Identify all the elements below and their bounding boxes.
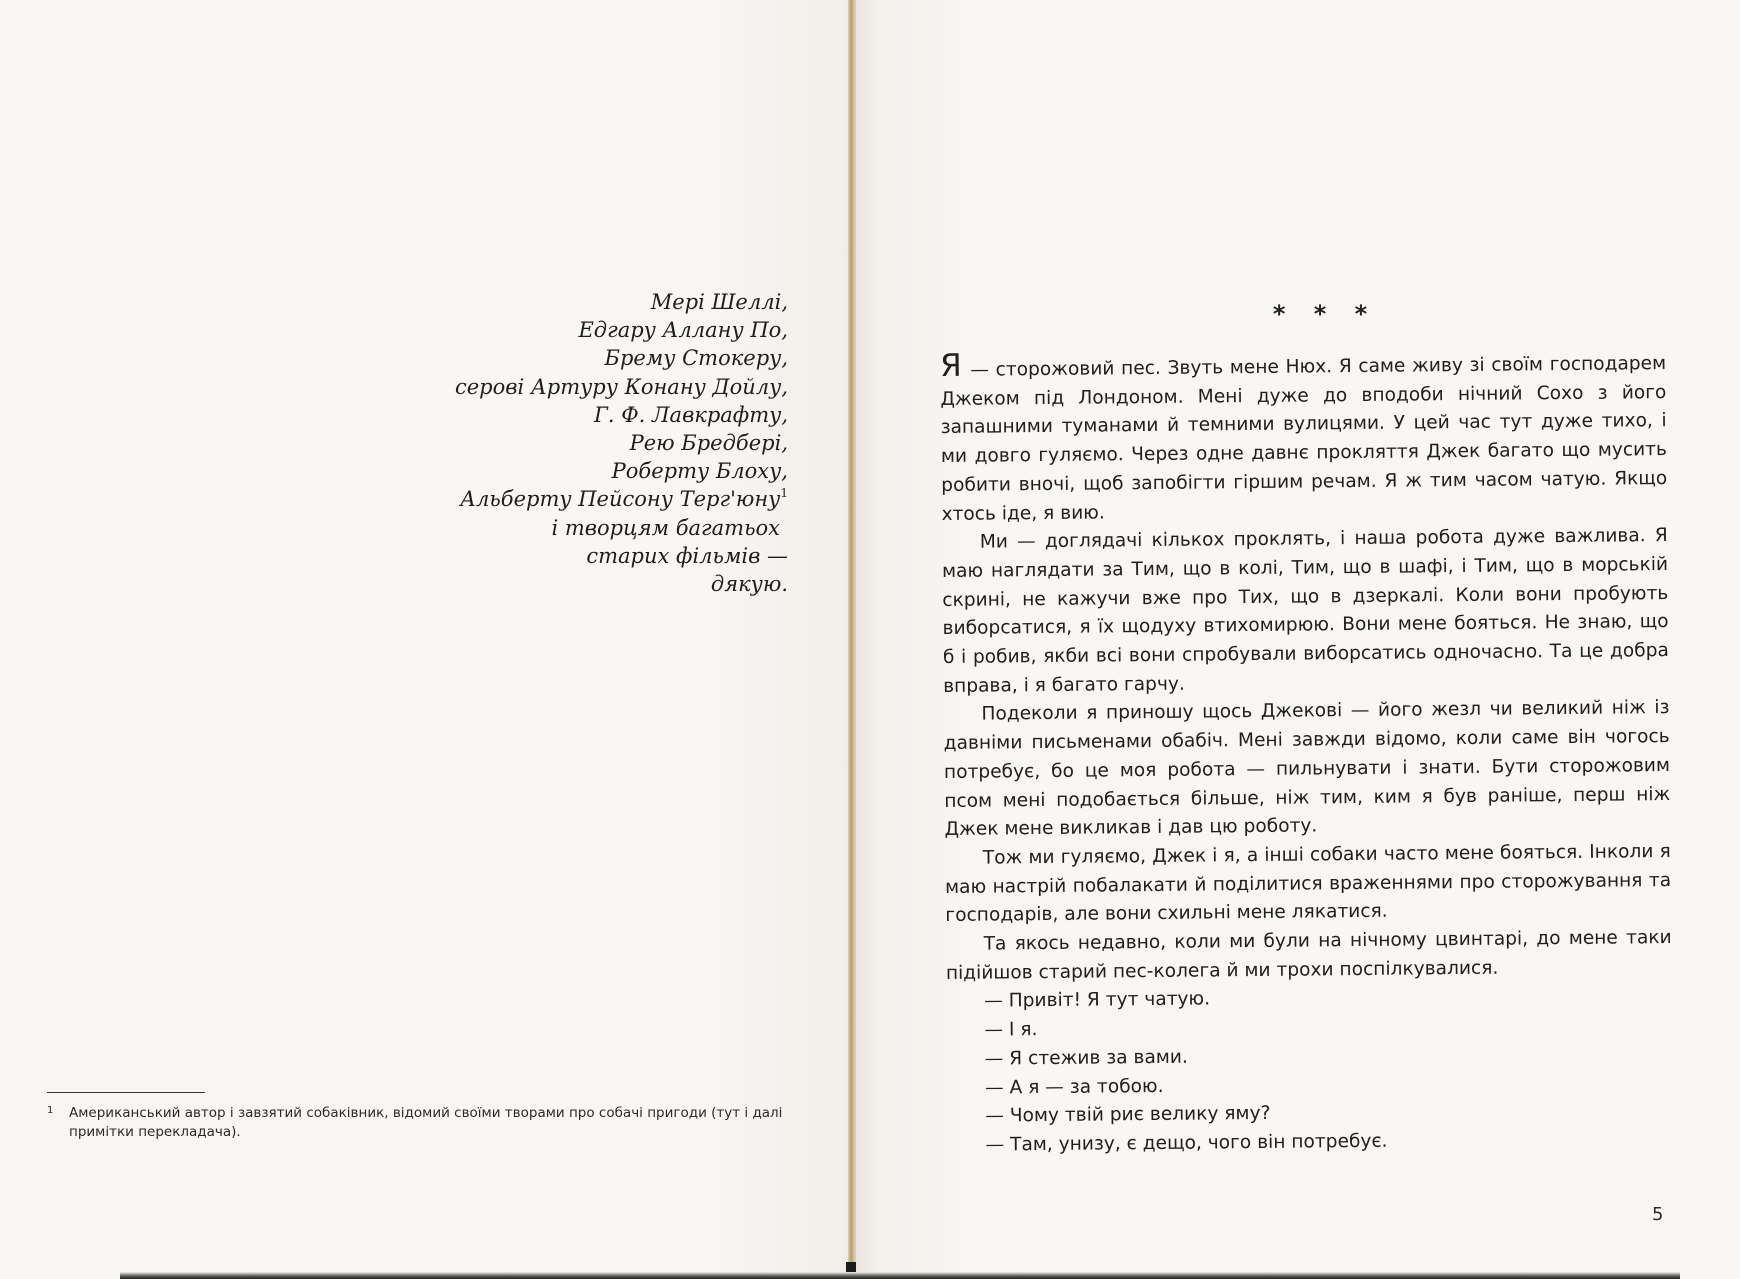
page-bottom-edge xyxy=(120,1272,1680,1279)
page-number: 5 xyxy=(1652,1204,1664,1225)
dedication-line: Рею Бредбері, xyxy=(629,431,788,456)
section-break: * * * xyxy=(1272,300,1378,328)
dedication-line: Альберту Пейсону Терг'юну xyxy=(460,487,781,512)
footnote-text: Американський автор і завзятий собаківник, відомий своїми творами про собачі пригоди (тут і далі примітки перекладача). xyxy=(69,1105,783,1140)
dialog-line: — Там, унизу, є дещо, чого він потребує. xyxy=(985,1130,1388,1156)
dedication-line: Г. Ф. Лавкрафту, xyxy=(593,402,788,427)
paragraph: Тож ми гуляємо, Джек і я, а інші собаки часто мене бояться. Інколи я маю настрій побалакати й поділитися враженнями про сторожування та господарів, але вони схильні мене лякатися. xyxy=(944,840,1672,927)
chapter-text xyxy=(940,349,1674,1161)
paragraph: Та якось недавно, коли ми були на нічному цвинтарі, до мене таки підійшов старий пес-колега й ми трохи поспілкувалися. xyxy=(945,927,1672,984)
book-gutter xyxy=(848,0,856,1279)
paragraph xyxy=(940,349,1668,529)
dedication-line: серові Артуру Конану Дойлу, xyxy=(454,374,788,399)
dedication-line: Брему Стокеру, xyxy=(604,346,788,371)
dialog-line: — Я стежив за вами. xyxy=(984,1046,1188,1070)
footnote xyxy=(47,1104,787,1142)
dedication-line: Роберту Блоху, xyxy=(611,459,788,484)
paragraph-text: — сторожовий пес. Звуть мене Нюх. Я саме живу зі своїм господарем Джеком під Лондоном. Мені дуже до вподоби нічний Сохо з його запашними туманами й темними вулицями. У цей час тут дуже тихо, і ми довго гуляємо. Через одне давнє прокляття Джек багато що мусить робити вночі, щоб запобігти гіршим речам. Я ж тим часом чатую. Якщо хтось іде, я вию. xyxy=(940,353,1668,525)
footnote-divider xyxy=(47,1092,205,1093)
dedication-line: і творцям багатьох xyxy=(551,515,780,540)
dedication-line: Едгару Аллану По, xyxy=(578,318,788,343)
dialog-line: — І я. xyxy=(984,1019,1038,1041)
footnote-reference[interactable]: 1 xyxy=(780,486,788,501)
dedication-line-with-note xyxy=(360,485,788,513)
paragraph: Ми — доглядачі кількох проклять, і наша робота дуже важлива. Я маю наглядати за Тим, що в колі, Тим, що в шафі, і Тим, що в морській скрині, не кажучи вже про Тих, що в дзеркалі. Коли вони пробують виборсатися, я їх щодуху втихомирюю. Вони мене бояться. Не знаю, що б і робив, якби всі вони спробували виборсатись одночасно. Та це добра вправа, і я багато гарчу. xyxy=(941,525,1669,697)
footnote-number: 1 xyxy=(47,1105,54,1116)
paragraph: Подеколи я приношу щось Джекові — його жезл чи великий ніж із давніми письменами обабіч. Мені завжди відомо, коли саме він чогось потребує, бо це моя робота — пильнувати і знати. Бути сторожовим псом мені подобається більше, ніж тим, ким я був раніше, перш ніж Джек мене викликав і дав цю роботу. xyxy=(943,697,1671,841)
dedication xyxy=(360,288,788,598)
dedication-line: Мері Шеллі, xyxy=(650,290,788,314)
dialog-line: — Привіт! Я тут чатую. xyxy=(984,988,1211,1013)
dialog-line: — Чому твій риє велику яму? xyxy=(985,1103,1271,1127)
dedication-line: старих фільмів — xyxy=(586,543,788,568)
dedication-line: дякую. xyxy=(710,572,788,597)
drop-cap: Я xyxy=(939,347,962,384)
dialog-line: — А я — за тобою. xyxy=(984,1075,1164,1099)
left-page xyxy=(0,0,868,1279)
